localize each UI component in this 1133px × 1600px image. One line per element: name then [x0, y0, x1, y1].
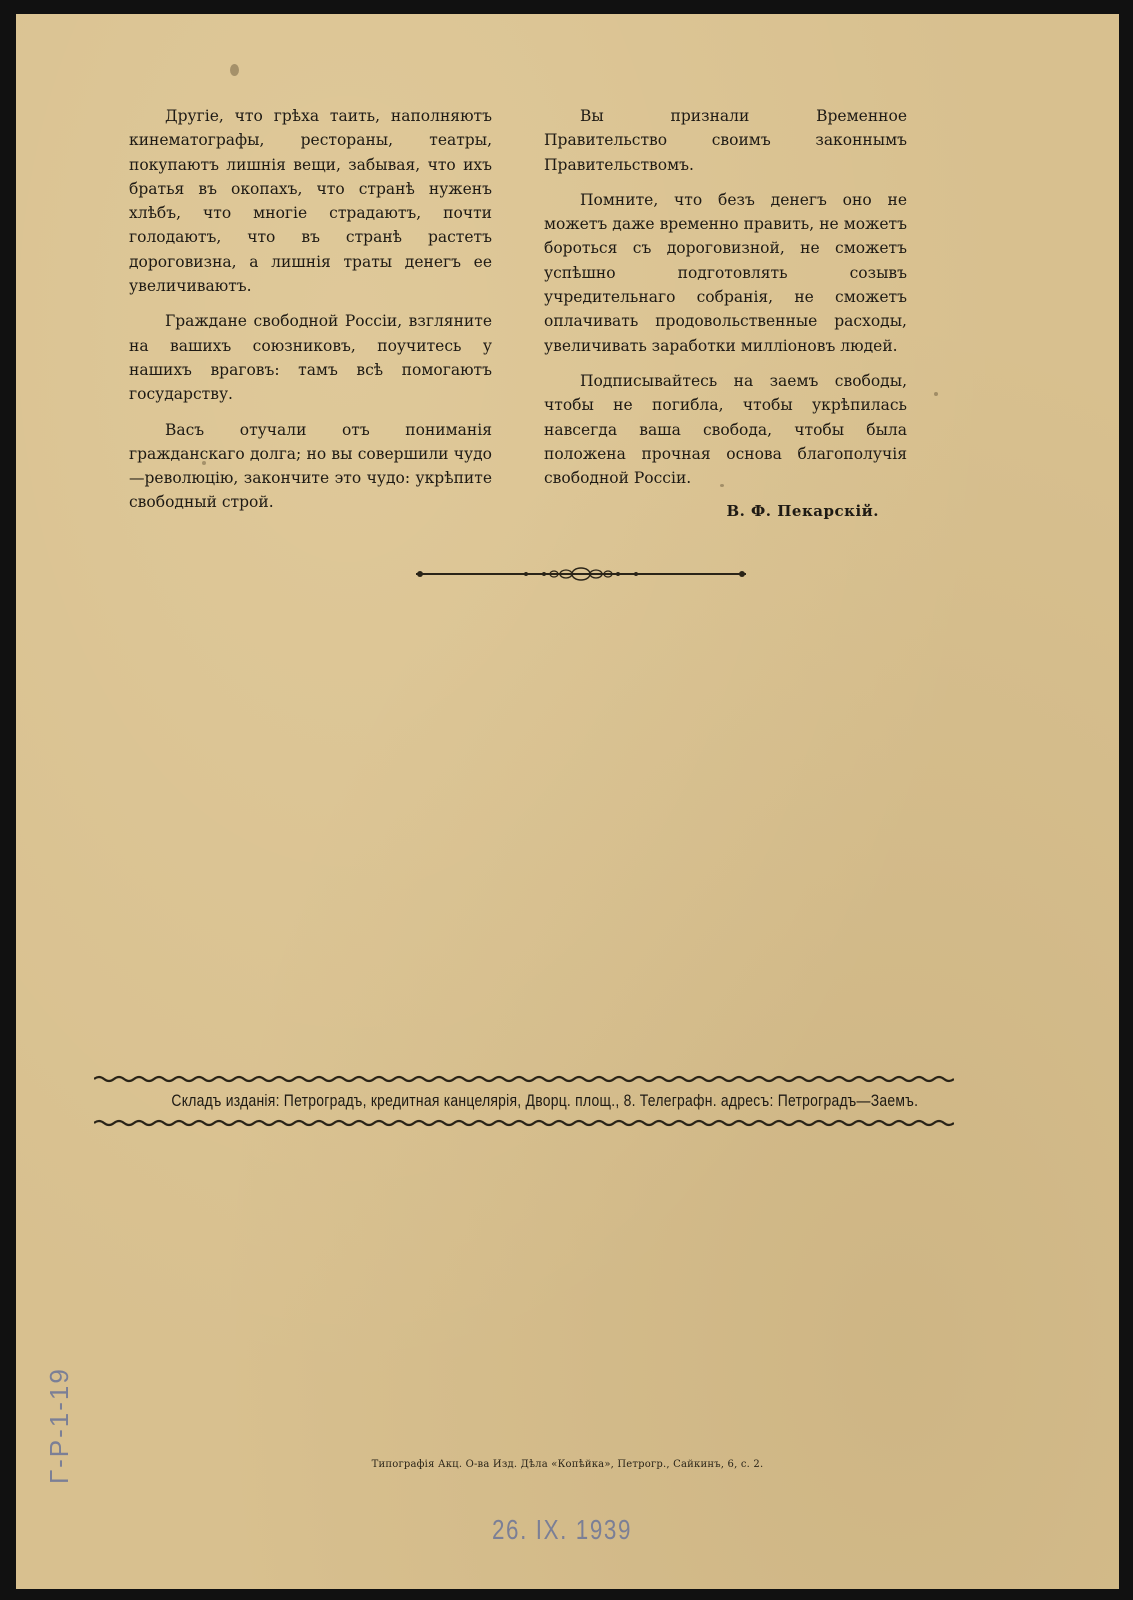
imprint-text: Складъ изданія: Петроградъ, кредитная канцелярія, Дворц. площ., 8. Телеграфн. адресъ: Петроградъ—Заемъ. [171, 1091, 919, 1110]
left-paragraph-3: Васъ отучали отъ пониманія гражданскаго долга; но вы совершили чудо—революцію, закончите это чудо: укрѣпите свободный строй. [129, 420, 492, 512]
right-paragraph-2: Помните, что безъ денегъ оно не можетъ даже временно править, не можетъ бороться съ дороговизной, не сможетъ успѣшно подготовлять созывъ учредительнаго собранія, не сможетъ оплачивать продовольственные расходы, увеличивать заработки милліоновъ людей. [544, 190, 907, 355]
imprint-bottom-rule [94, 1118, 954, 1128]
imprint-block [94, 1074, 954, 1134]
right-paragraph-1: Вы признали Временное Правительство своимъ законнымъ Правительствомъ. [544, 107, 907, 174]
ornamental-divider [416, 562, 746, 586]
paper-speck [230, 64, 239, 76]
right-paragraph-3: Подписывайтесь на заемъ свободы, чтобы не погибла, чтобы укрѣпилась навсегда ваша свобода, чтобы была положена прочная основа благополучія свободной Россіи. [544, 371, 907, 488]
archive-date-stamp: 26. IX. 1939 [492, 1514, 633, 1545]
left-paragraph-2: Граждане свободной Россіи, взгляните на вашихъ союзниковъ, поучитесь у нашихъ враговъ: тамъ всѣ помогаютъ государству. [129, 312, 492, 404]
printer-credit: Типографія Акц. О-ва Изд. Дѣла «Копѣйка», Петрогр., Сайкинъ, 6, с. 2. [371, 1459, 764, 1470]
paper-speck [202, 461, 206, 465]
paper-speck [934, 392, 938, 396]
author-signature: В. Ф. Пекарскій. [726, 502, 879, 521]
right-column [544, 104, 907, 524]
left-column [129, 104, 492, 526]
left-paragraph-1: Другіе, что грѣха таить, наполняютъ кинематографы, рестораны, театры, покупаютъ лишнія вещи, забывая, что ихъ братья въ окопахъ, что странѣ нуженъ хлѣбъ, что многіе страдаютъ, почти голодаютъ, что въ странѣ растетъ дороговизна, а лишнія траты денегъ ее увеличиваютъ. [129, 107, 492, 296]
archive-call-number: Г-Р-1-19 [44, 1367, 74, 1484]
imprint-top-rule [94, 1074, 954, 1084]
document-page [16, 14, 1119, 1589]
paper-speck [720, 484, 724, 487]
